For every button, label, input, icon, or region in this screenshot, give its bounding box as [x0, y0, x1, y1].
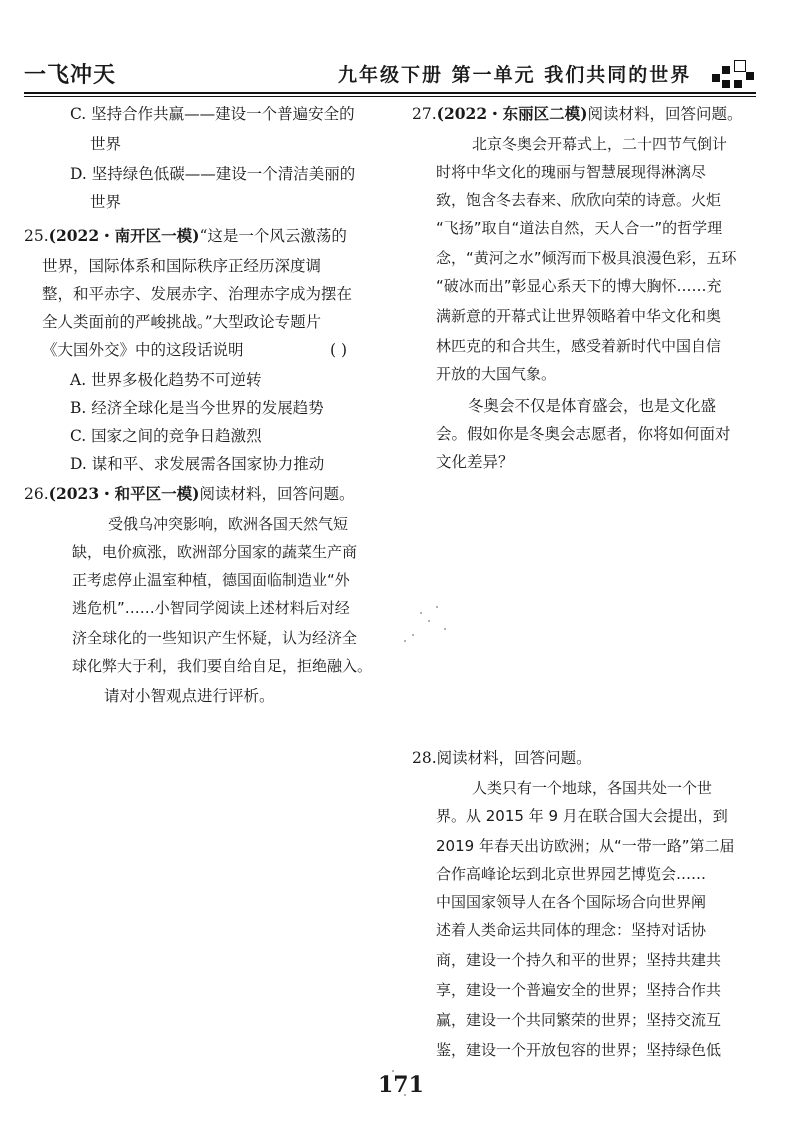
- q28-material-line: 界。从 2015 年 9 月在联合国大会提出，到: [436, 807, 728, 825]
- q25-stem-line: 世界，国际体系和国际秩序正经历深度调: [42, 257, 322, 275]
- q26-material-line: 缺，电价疯涨，欧洲部分国家的蔬菜生产商: [72, 543, 358, 561]
- header-rule: [24, 92, 756, 94]
- q28-intro: 阅读材料，回答问题。: [436, 749, 592, 767]
- q25-stem-line: 全人类面前的严峻挑战。”大型政论专题片: [42, 313, 322, 331]
- q25-option-a[interactable]: A. 世界多极化趋势不可逆转: [70, 371, 262, 389]
- q28-material-line: 合作高峰论坛到北京世界园艺博览会……: [436, 865, 707, 883]
- q25-source: (2022・南开区一模): [48, 226, 200, 245]
- q28-material-line: 人类只有一个地球，各国共处一个世: [472, 779, 713, 797]
- q26-source: (2023・和平区一模): [48, 484, 200, 503]
- q27-question-line: 文化差异？: [436, 453, 514, 471]
- q26-intro: 阅读材料，回答问题。: [199, 485, 355, 503]
- q27-material-line: 林匹克的和合共生，感受着新时代中国自信: [436, 337, 722, 355]
- q25-option-b[interactable]: B. 经济全球化是当今世界的发展趋势: [70, 399, 324, 417]
- q25-heading: [24, 226, 347, 246]
- q27-material-line: 念，“黄河之水”倾泻而下极具浪漫色彩，五环: [436, 249, 737, 267]
- q26-material-line: 逃危机”……小智同学阅读上述材料后对经: [72, 599, 350, 617]
- q28-material-line: 2019 年春天出访欧洲；从“一带一路”第二届: [436, 837, 735, 855]
- q28-material-line: 享，建设一个普遍安全的世界；坚持合作共: [436, 981, 722, 999]
- q25-number: 25.: [24, 227, 49, 245]
- q26-material-line: 正考虑停止温室种植，德国面临制造业“外: [72, 571, 350, 589]
- q27-intro: 阅读材料，回答问题。: [587, 105, 743, 123]
- q26-heading: [24, 484, 354, 504]
- q26-material-line: 受俄乌冲突影响，欧洲各国天然气短: [108, 515, 349, 533]
- q27-material-line: 致，饱含冬去春来、欣欣向荣的诗意。火炬: [436, 191, 722, 209]
- q28-material-line: 赢，建设一个共同繁荣的世界；坚持交流互: [436, 1011, 722, 1029]
- q24-option-c-line2: 世界: [90, 135, 122, 153]
- q27-material-line: 满新意的开幕式让世界领略着中华文化和奥: [436, 307, 722, 325]
- header-decoration-icon: [712, 60, 756, 90]
- q27-question-line: 冬奥会不仅是体育盛会，也是文化盛: [468, 397, 717, 415]
- q25-answer-bracket[interactable]: ( ): [330, 341, 348, 359]
- q26-number: 26.: [24, 485, 49, 503]
- q28-material-line: 鉴，建设一个开放包容的世界；坚持绿色低: [436, 1041, 722, 1059]
- q27-heading: [412, 104, 742, 124]
- q27-question-line: 会。假如你是冬奥会志愿者，你将如何面对: [436, 425, 731, 443]
- q25-stem-line: 《大国外交》中的这段话说明: [42, 341, 244, 359]
- q26-material-line: 球化弊大于利，我们要自给自足，拒绝融入。: [72, 657, 373, 675]
- q25-option-d[interactable]: D. 谋和平、求发展需各国家协力推动: [70, 455, 325, 473]
- brand-title: 一飞冲天: [24, 62, 117, 88]
- page-number: 171: [378, 1072, 424, 1098]
- q25-stem-line: “这是一个风云激荡的: [199, 227, 347, 245]
- q27-material-line: 北京冬奥会开幕式上，二十四节气倒计: [472, 135, 728, 153]
- q28-material-line: 述着人类命运共同体的理念：坚持对话协: [436, 921, 707, 939]
- q27-material-line: “飞扬”取自“道法自然，天人合一”的哲学理: [436, 219, 723, 237]
- q27-source: (2022・东丽区二模): [436, 104, 588, 123]
- q24-option-d-line2: 世界: [90, 193, 122, 211]
- q26-task: 请对小智观点进行评析。: [104, 687, 275, 705]
- q27-material-line: “破冰而出”彰显心系天下的博大胸怀……充: [436, 277, 722, 295]
- q26-material-line: 济全球化的一些知识产生怀疑，认为经济全: [72, 629, 358, 647]
- q28-material-line: 中国国家领导人在各个国际场合向世界阐: [436, 893, 707, 911]
- chapter-title: 九年级下册 第一单元 我们共同的世界: [338, 64, 692, 86]
- q28-heading: [412, 748, 592, 768]
- q27-material-line: 时将中华文化的瑰丽与智慧展现得淋漓尽: [436, 163, 707, 181]
- q27-material-line: 开放的大国气象。: [436, 365, 557, 383]
- q24-option-d-line1: D. 坚持绿色低碳——建设一个清洁美丽的: [70, 165, 356, 183]
- q25-option-c[interactable]: C. 国家之间的竞争日趋激烈: [70, 427, 262, 445]
- q28-number: 28.: [412, 749, 437, 767]
- q28-material-line: 商，建设一个持久和平的世界；坚持共建共: [436, 951, 722, 969]
- q24-option-c-line1: C. 坚持合作共赢——建设一个普遍安全的: [70, 105, 355, 123]
- q25-stem-line: 整，和平赤字、发展赤字、治理赤字成为摆在: [42, 285, 353, 303]
- q27-number: 27.: [412, 105, 437, 123]
- header-rule-thin: [24, 96, 756, 97]
